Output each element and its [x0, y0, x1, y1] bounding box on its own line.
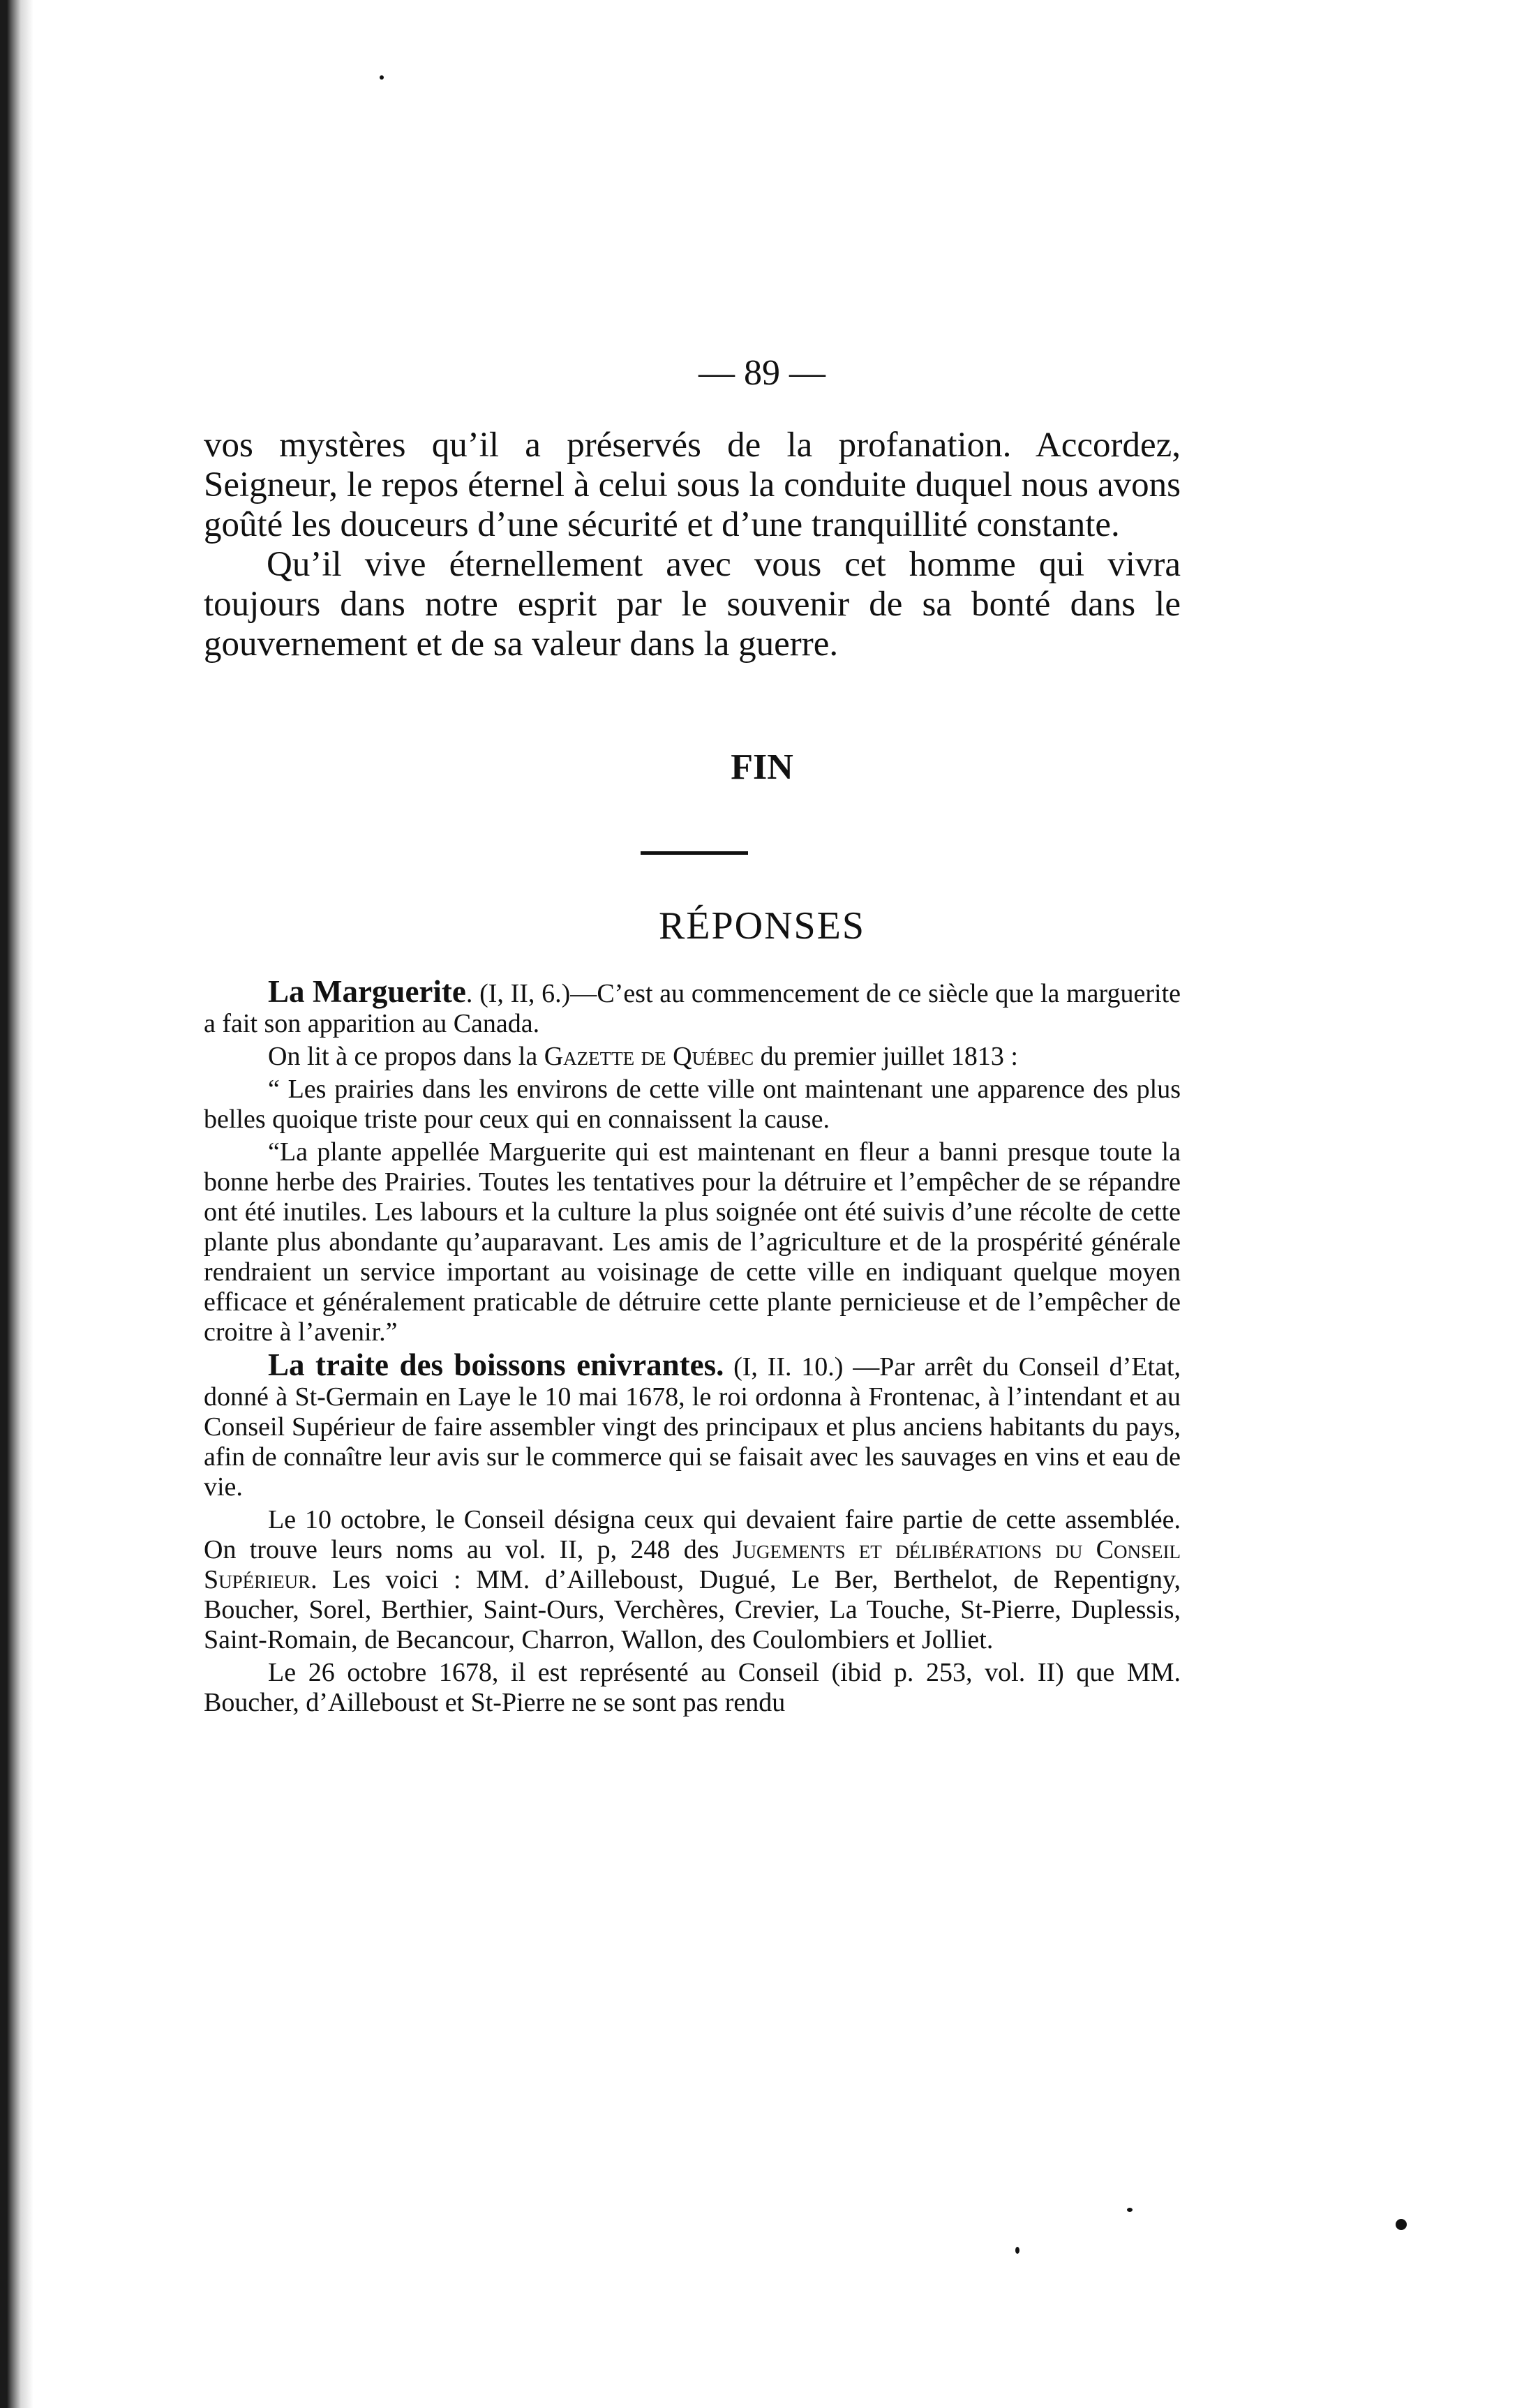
traite-heading: La traite des boissons enivrantes.	[268, 1347, 724, 1382]
marguerite-heading: La Marguerite	[268, 974, 466, 1009]
traite-source-intro: Le 10 octobre, le Conseil désigna ceux qui devaient faire partie de cette assemblée. On trouve leurs noms au vol. II, p, 248 des	[204, 1505, 1181, 1564]
fin-heading: FIN	[731, 747, 793, 787]
traite-text: Par arrêt du Conseil d’Etat, donné à St-Germain en Laye le 10 mai 1678, le roi ordonna à Frontenac, à l’intendant et au Conseil Supérieur de faire assembler vingt des principaux et plus anciens habitants du pays, afin de connaître leur avis sur le commerce qui se faisait avec les sauvages en vins et eau de vie.	[204, 1352, 1181, 1502]
section-divider	[641, 851, 748, 855]
traite-paragraph	[204, 1347, 1181, 1502]
closing-text	[204, 426, 1181, 664]
closing-paragraph-2: Qu’il vive éternellement avec vous cet homme qui vivra toujours dans notre esprit par le souvenir de sa bonté dans le gouvernement et de sa valeur dans la guerre.	[204, 545, 1181, 664]
gazette-title: Gazette de Québec	[544, 1042, 754, 1071]
ink-speck	[380, 75, 384, 80]
responses-section	[204, 974, 1181, 1721]
marguerite-paragraph	[204, 974, 1181, 1039]
ink-speck	[1015, 2247, 1019, 2254]
jugements-title: Jugements et délibérations du Conseil Supérieur	[204, 1535, 1181, 1594]
ink-speck	[1127, 2208, 1133, 2212]
traite-paragraph-3: Le 26 octobre 1678, il est représenté au Conseil (ibid p. 253, vol. II) que MM. Boucher, d’Ailleboust et St-Pierre ne se sont pas rendu	[204, 1658, 1181, 1717]
marguerite-quote-2: “La plante appellée Marguerite qui est maintenant en fleur a banni presque toute la bonne herbe des Prairies. Toutes les tentatives pour la détruire et l’empêcher de se répandre ont été inutiles. Les labours et la culture la plus soignée ont été suivis d’une récolte de cette plante plus abondante qu’auparavant. Les amis de l’agriculture et de la prospérité générale rendraient un service important au voisinage de cette ville en indiquant quelque moyen efficace et généralement praticable de détruire cette plante pernicieuse et de l’empêcher de croitre à l’avenir.”	[204, 1137, 1181, 1347]
ink-speck	[1396, 2219, 1407, 2230]
marguerite-quote-1: “ Les prairies dans les environs de cette ville ont maintenant une apparence des plus belles quoique triste pour ceux qui en connaissent la cause.	[204, 1075, 1181, 1134]
page-number: — 89 —	[698, 353, 826, 393]
marguerite-text: C’est au commencement de ce siècle que la marguerite a fait son apparition au Canada.	[204, 979, 1181, 1038]
closing-paragraph-1: vos mystères qu’il a préservés de la profanation. Accordez, Seigneur, le repos éternel à celui sous la conduite duquel nous avons goûté les douceurs d’une sécurité et d’une tranquillité constante.	[204, 426, 1181, 544]
traite-paragraph-2	[204, 1505, 1181, 1655]
marguerite-source-intro: On lit à ce propos dans la	[268, 1042, 544, 1071]
section-title: RÉPONSES	[658, 904, 866, 948]
marguerite-source-paragraph	[204, 1042, 1181, 1072]
marguerite-source-date: du premier juillet 1813 :	[754, 1042, 1018, 1071]
traite-reference: (I, II. 10.) —	[724, 1352, 880, 1382]
marguerite-reference: . (I, II, 6.)—	[465, 979, 597, 1008]
traite-names-list: . Les voici : MM. d’Ailleboust, Dugué, Le Ber, Berthelot, de Repentigny, Boucher, Sorel, Berthier, Saint-Ours, Verchères, Crevier, La Touche, St-Pierre, Duplessis, Saint-Romain, de Becancour, Charron, Wallon, des Coulombiers et Jolliet.	[204, 1565, 1181, 1654]
